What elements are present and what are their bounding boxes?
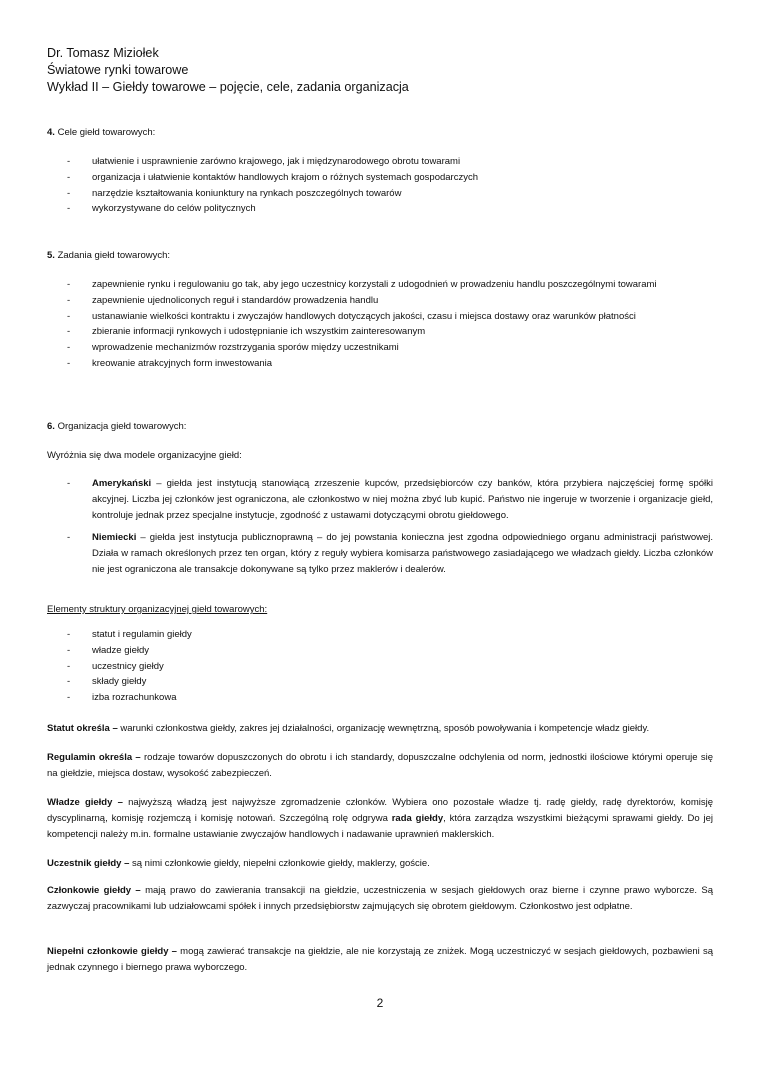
list-item: - uczestnicy giełdy — [67, 660, 164, 672]
list-item: - narzędzie kształtowania koniunktury na rynkach poszczególnych towarów — [67, 187, 402, 199]
regulamin-term: Regulamin określa – — [47, 752, 141, 763]
niepelni-paragraph: Niepełni członkowie giełdy – mogą zawierać transakcje na giełdzie, ale nie korzystają ze zniżek. Mogą uczestniczyć w sesjach giełdowych, pozbawieni są jednak czynnego i biernego prawa wyborczego. — [47, 946, 713, 973]
list-item: - wprowadzenie mechanizmów rozstrzygania sporów między uczestnikami — [67, 342, 399, 354]
uczestnik-term: Uczestnik giełdy – — [47, 858, 130, 869]
list-item: - składy giełdy — [67, 676, 147, 688]
model-american: - Amerykański – giełda jest instytucją stanowiącą zrzeszenie kupców, przedsiębiorców czy banków, która przybiera najczęściej formę spółki akcyjnej. Liczba jej członków jest ograniczona, ale członkostwo w niej można zbyć lub kupić. Państwo nie ingeruje w tworzenie i organizacje giełd, kontroluje jednak przez specjalne instytucje, zgodność z ustawami dotyczącymi obrotu giełdowego. — [67, 478, 713, 521]
regulamin-paragraph: Regulamin określa – rodzaje towarów dopuszczonych do obrotu i ich standardy, dopuszczalne odchylenia od norm, jednostki ilościowe którymi operuje się na giełdzie, miejsca dostaw, wysokość zabezpieczeń. — [47, 752, 713, 779]
section-4-list — [47, 154, 713, 217]
list-item: - zapewnienie rynku i regulowaniu go tak, aby jego uczestnicy korzystali z udogodnień w prowadzeniu handlu poszczególnymi towarami — [67, 279, 657, 290]
elements-list — [47, 627, 713, 706]
section-5-title: Zadania giełd towarowych: — [54, 250, 171, 261]
list-item: - władze giełdy — [67, 644, 150, 656]
section-5-list — [47, 277, 713, 372]
list-item: - zapewnienie ujednoliconych reguł i standardów prowadzenia handlu — [67, 294, 379, 306]
list-item: - izba rozrachunkowa — [67, 692, 177, 704]
niepelni-term: Niepełni członkowie giełdy – — [47, 946, 177, 957]
section-5-heading — [47, 249, 170, 262]
list-item: - zbieranie informacji rynkowych i udostępnianie ich wszystkim zainteresowanym — [67, 326, 426, 338]
model-american-name: Amerykański — [92, 478, 152, 489]
list-item: - ustanawianie wielkości kontraktu i zwyczajów handlowych dotyczących jakości, czasu i miejsca dostawy oraz warunków płatności — [67, 310, 636, 322]
lecture-title: Wykład II – Giełdy towarowe – pojęcie, cele, zadania organizacja — [47, 80, 409, 94]
author-line: Dr. Tomasz Miziołek — [47, 46, 159, 60]
list-item: - kreowanie atrakcyjnych form inwestowania — [67, 357, 273, 369]
model-german-text: – giełda jest instytucja publicznoprawną – do jej powstania konieczna jest zgodna odpowiedniego organu administracji państwowej. Działa w ramach określonych przez ten organ, który z reguły wybiera komisarza państwowego zasiadającego we władzach giełdy. Liczba członków nie jest ograniczona ale transakcje dokonywane są tylko przez maklerów i dealerów. — [92, 532, 713, 575]
section-6-number: 6. — [47, 421, 55, 432]
uczestnik-paragraph: Uczestnik giełdy – są nimi członkowie giełdy, niepełni członkowie giełdy, maklerzy, goście. — [47, 858, 430, 869]
list-item: - statut i regulamin giełdy — [67, 629, 192, 640]
section-4-number: 4. — [47, 127, 55, 138]
statut-term: Statut określa – — [47, 723, 118, 734]
section-4-heading — [47, 126, 155, 139]
list-item: - ułatwienie i usprawnienie zarówno krajowego, jak i międzynarodowego obrotu towarami — [67, 156, 461, 167]
czlonkowie-term: Członkowie giełdy – — [47, 885, 141, 896]
rada-gieldy-term: rada giełdy — [391, 812, 444, 824]
page-number: 2 — [376, 996, 384, 1010]
model-american-text: – giełda jest instytucją stanowiącą zrzeszenie kupców, przedsiębiorców czy banków, która przybiera najczęściej formę spółki akcyjnej. Liczba jej członków jest ograniczona, ale członkostwo w niej można zbyć lub kupić. Państwo nie ingeruje w tworzenie i organizacje giełd, kontroluje jednak przez specjalne instytucje, zgodność z ustawami dotyczącymi obrotu giełdowego. — [92, 478, 713, 521]
elements-heading: Elementy struktury organizacyjnej giełd towarowych: — [47, 604, 268, 615]
section-6-intro: Wyróżnia się dwa modele organizacyjne giełd: — [47, 450, 242, 461]
statut-paragraph: Statut określa – warunki członkostwa giełdy, zakres jej działalności, organizację wewnętrzną, sposób powoływania i kompetencje władz giełdy. — [47, 723, 650, 734]
document-header — [47, 45, 409, 96]
section-6-heading — [47, 420, 186, 433]
section-4-title: Cele giełd towarowych: — [54, 127, 156, 138]
wladze-paragraph: Władze giełdy – najwyższą władzą jest najwyższe zgromadzenie członków. Wybiera ono pozostałe władze tj. radę giełdy, radę dyrektorów, komisję dyscyplinarną, komisję rozjemczą i komisję notowań. Szczególną rolę odgrywa rada giełdy, która zarządza wszystkimi bieżącymi sprawami giełdy. Do jej kompetencji należy m.in. formalne ustawianie zwyczajów handlowych i nadawanie uprawnień maklerskich. — [47, 797, 713, 840]
czlonkowie-paragraph: Członkowie giełdy – mają prawo do zawierania transakcji na giełdzie, uczestniczenia w sesjach giełdowych oraz bierne i czynne prawo wyborcze. Są zazwyczaj pracownikami lub udziałowcami spółek i innych przedsiębiorstw zajmujących się obrotem giełdowym. Członkostwo jest odpłatne. — [47, 885, 713, 912]
wladze-term: Władze giełdy – — [47, 797, 123, 808]
model-german-name: Niemiecki — [92, 532, 137, 543]
section-6-title: Organizacja giełd towarowych: — [54, 421, 187, 432]
list-item: - organizacja i ułatwienie kontaktów handlowych krajom o różnych systemach gospodarczych — [67, 171, 478, 183]
course-line: Światowe rynki towarowe — [47, 63, 189, 77]
model-german: - Niemiecki – giełda jest instytucja publicznoprawną – do jej powstania konieczna jest zgodna odpowiedniego organu administracji państwowej. Działa w ramach określonych przez ten organ, który z reguły wybiera komisarza państwowego zasiadającego we władzach giełdy. Liczba członków nie jest ograniczona ale transakcje dokonywane są tylko przez maklerów i dealerów. — [67, 532, 713, 575]
list-item: - wykorzystywane do celów politycznych — [67, 203, 256, 215]
section-5-number: 5. — [47, 250, 55, 261]
